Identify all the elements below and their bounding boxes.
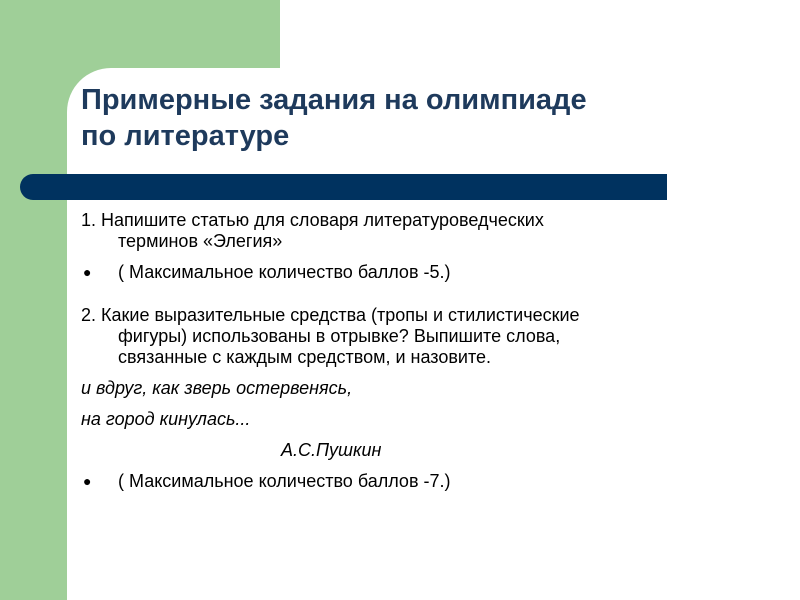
slide-title-line2: по литературе [81, 120, 290, 152]
task2-line3: связанные с каждым средством, и назовите. [118, 347, 491, 367]
task2-line1: 2. Какие выразительные средства (тропы и стилистические [81, 305, 580, 325]
slide-title [81, 82, 761, 154]
title-divider-bar [20, 174, 667, 200]
quote-author: А.С.Пушкин [281, 440, 382, 460]
bullet-icon: ● [83, 264, 92, 280]
quote-line1: и вдруг, как зверь остервенясь, [81, 378, 353, 398]
task1-score-text: ( Максимальное количество баллов -5.) [118, 262, 451, 282]
quote-line2: на город кинулась... [81, 409, 251, 429]
task1-score [81, 262, 771, 283]
slide-body [81, 210, 771, 492]
task1-line1: 1. Напишите статью для словаря литературоведческих [81, 210, 544, 230]
bullet-icon: ● [83, 473, 92, 489]
slide-title-line1: Примерные задания на олимпиаде [81, 84, 587, 116]
task1-line2: терминов «Элегия» [118, 231, 283, 251]
task2-score-text: ( Максимальное количество баллов -7.) [118, 471, 451, 491]
task2-score [81, 471, 771, 492]
task2-line2: фигуры) использованы в отрывке? Выпишите слова, [118, 326, 561, 346]
